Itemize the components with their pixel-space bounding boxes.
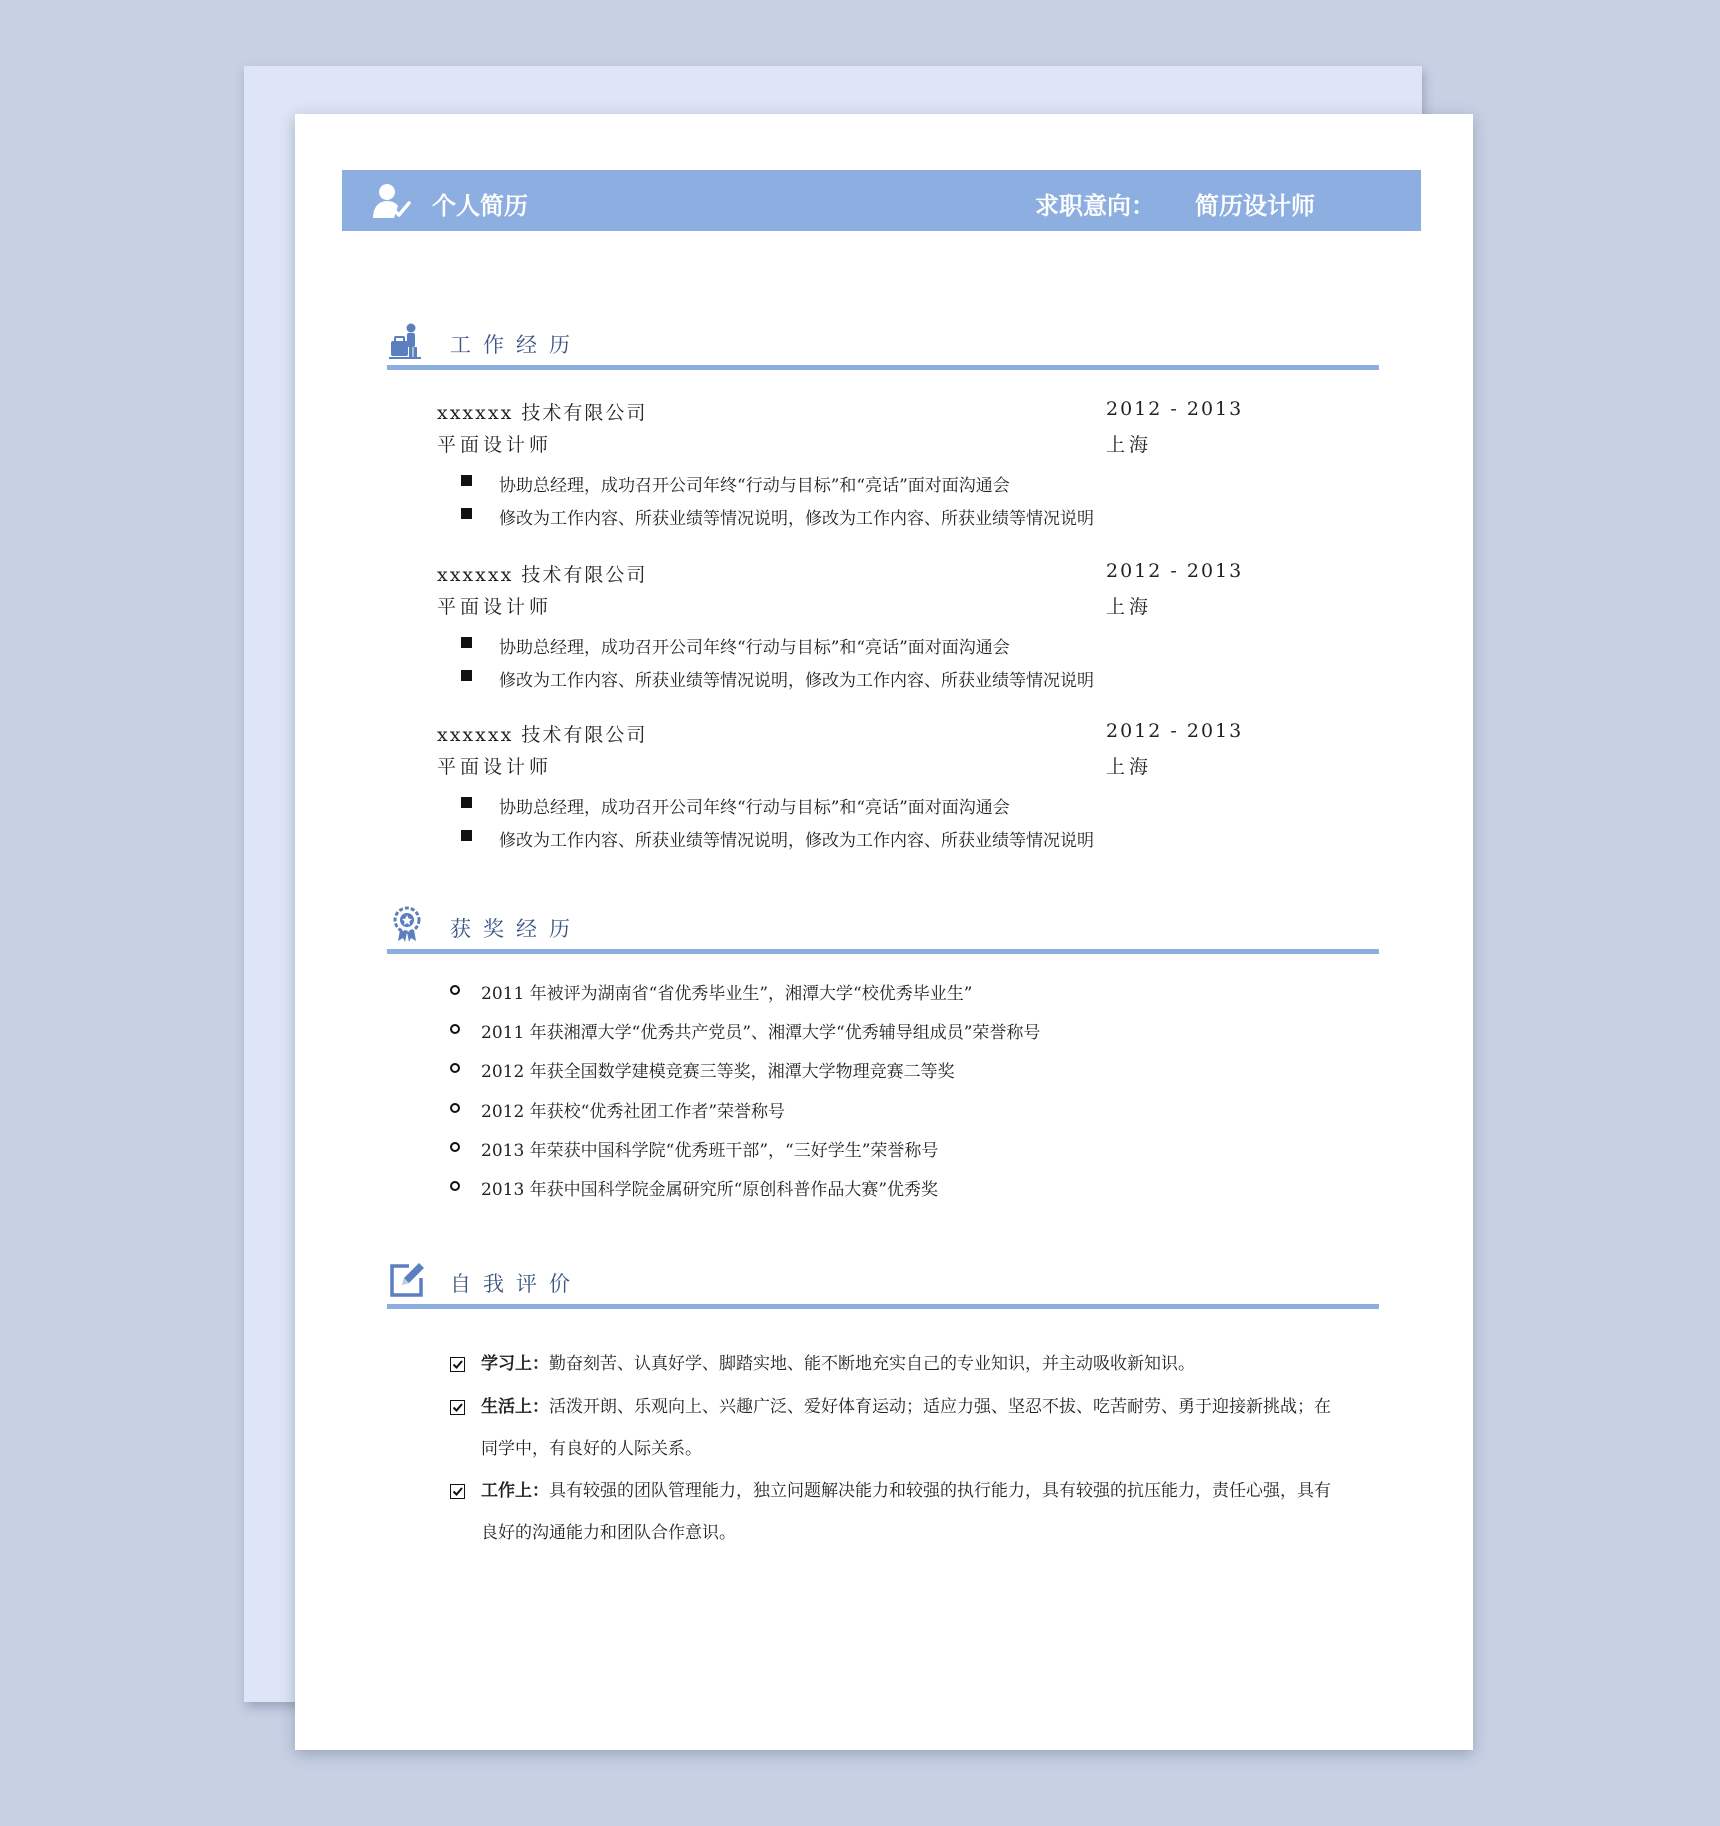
square-bullet-icon [461,797,472,808]
resume-page [295,114,1473,1750]
square-bullet-icon [461,830,472,841]
job-intent-label: 求职意向： [1035,192,1155,220]
section-divider [387,949,1379,954]
section-divider [387,1304,1379,1309]
person-check-icon [372,182,412,220]
circle-bullet-icon [450,1063,460,1073]
section-self-evaluation [387,1250,1379,1310]
award-text: 2011 年获湘潭大学“优秀共产党员”、湘潭大学“优秀辅导组成员”荣誉称号 [481,1023,1041,1043]
award-text: 2013 年荣获中国科学院“优秀班干部”，“三好学生”荣誉称号 [481,1141,939,1161]
job-position: 平面设计师 [437,434,553,456]
circle-bullet-icon [450,1142,460,1152]
job-period: 2012 - 2013 [1106,720,1244,742]
company-name: xxxxxx 技术有限公司 [437,402,648,424]
section-title: 获奖经历 [450,917,582,941]
company-name: xxxxxx 技术有限公司 [437,724,648,746]
section-awards [387,895,1379,955]
bullet-text: 修改为工作内容、所获业绩等情况说明，修改为工作内容、所获业绩等情况说明 [499,671,1094,691]
bullet-text: 修改为工作内容、所获业绩等情况说明，修改为工作内容、所获业绩等情况说明 [499,831,1094,851]
worker-icon [387,323,427,363]
job-period: 2012 - 2013 [1106,560,1244,582]
job-city: 上海 [1106,434,1153,456]
evaluation-text: 勤奋刻苦、认真好学、脚踏实地、能不断地充实自己的专业知识，并主动吸收新知识。 [549,1354,1195,1374]
award-text: 2012 年获校“优秀社团工作者”荣誉称号 [481,1102,786,1122]
section-title: 自我评价 [450,1272,582,1296]
square-bullet-icon [461,670,472,681]
square-bullet-icon [461,508,472,519]
evaluation-text: 活泼开朗、乐观向上、兴趣广泛、爱好体育运动；适应力强、坚忍不拔、吃苦耐劳、勇于迎接新挑战；在同学中，有良好的人际关系。 [481,1397,1331,1459]
circle-bullet-icon [450,1024,460,1034]
resume-title: 个人简历 [432,192,528,220]
section-title: 工作经历 [450,333,582,357]
square-bullet-icon [461,637,472,648]
award-text: 2013 年获中国科学院金属研究所“原创科普作品大赛”优秀奖 [481,1180,939,1200]
evaluation-text: 具有较强的团队管理能力，独立问题解决能力和较强的执行能力，具有较强的抗压能力，责任心强，具有良好的沟通能力和团队合作意识。 [481,1481,1331,1543]
award-text: 2012 年获全国数学建模竞赛三等奖，湘潭大学物理竞赛二等奖 [481,1062,955,1082]
header-bar [342,170,1421,231]
company-name: xxxxxx 技术有限公司 [437,564,648,586]
evaluation-label: 生活上： [481,1397,549,1417]
job-city: 上海 [1106,756,1153,778]
evaluation-label: 学习上： [481,1354,549,1374]
job-period: 2012 - 2013 [1106,398,1244,420]
job-city: 上海 [1106,596,1153,618]
job-position: 平面设计师 [437,756,553,778]
circle-bullet-icon [450,1181,460,1191]
bullet-text: 协助总经理，成功召开公司年终“行动与目标”和“亮话”面对面沟通会 [499,476,1010,496]
checkbox-icon [450,1357,465,1372]
section-work-experience [387,311,1379,371]
bullet-text: 协助总经理，成功召开公司年终“行动与目标”和“亮话”面对面沟通会 [499,798,1010,818]
bullet-text: 修改为工作内容、所获业绩等情况说明，修改为工作内容、所获业绩等情况说明 [499,509,1094,529]
award-badge-icon [387,905,427,945]
award-text: 2011 年被评为湖南省“省优秀毕业生”，湘潭大学“校优秀毕业生” [481,984,973,1004]
circle-bullet-icon [450,1103,460,1113]
section-divider [387,365,1379,370]
edit-icon [387,1260,427,1300]
evaluation-label: 工作上： [481,1481,549,1501]
bullet-text: 协助总经理，成功召开公司年终“行动与目标”和“亮话”面对面沟通会 [499,638,1010,658]
job-intent-value: 简历设计师 [1195,192,1315,220]
circle-bullet-icon [450,985,460,995]
checkbox-icon [450,1484,465,1499]
job-position: 平面设计师 [437,596,553,618]
checkbox-icon [450,1400,465,1415]
square-bullet-icon [461,475,472,486]
